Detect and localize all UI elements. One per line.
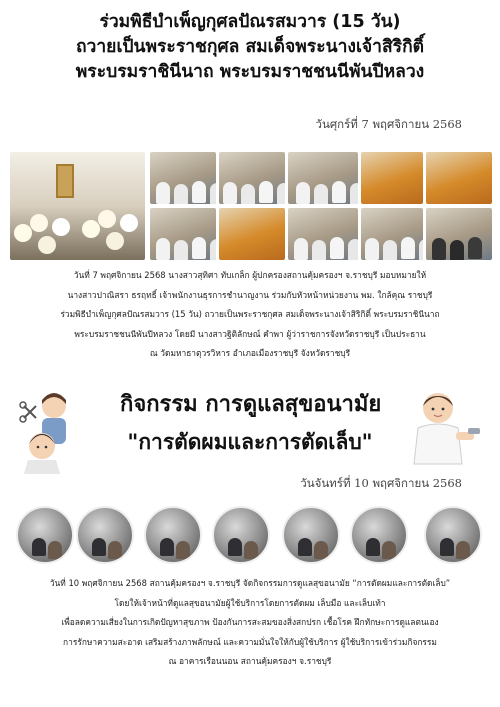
ceremony-photo xyxy=(288,152,358,204)
activity-photo xyxy=(144,506,202,564)
ceremony-photo xyxy=(150,208,216,260)
activity-photo xyxy=(350,506,408,564)
ceremony-photo xyxy=(361,208,423,260)
ceremony-photo xyxy=(150,152,216,204)
body-line: พระบรมราชชนนีพันปีหลวง โดยมี นางสาวฐิติลักษณ์ คำพา ผู้ว่าราชการจังหวัดราชบุรี เป็นประธาน xyxy=(74,328,426,339)
section1-body xyxy=(14,266,486,364)
activity-photo xyxy=(16,506,74,564)
ceremony-photo xyxy=(426,152,492,204)
body-line: ณ วัดมหาธาตุวรวิหาร อำเภอเมืองราชบุรี จังหวัดราชบุรี xyxy=(149,348,351,358)
ceremony-photo xyxy=(361,152,423,204)
event-date-1: วันศุกร์ที่ 7 พฤศจิกายน 2568 xyxy=(315,117,462,131)
ceremony-photo xyxy=(10,152,145,260)
activity-photo xyxy=(76,506,134,564)
activity-subtitle: "การตัดผมและการตัดเล็บ" xyxy=(127,430,373,454)
activity-photo-row xyxy=(16,506,486,568)
body-line: โดยให้เจ้าหน้าที่ดูแลสุขอนามัยผู้ใช้บริการโดยการตัดผม เล็บมือ และเล็บเท้า xyxy=(114,597,386,608)
body-line: วันที่ 7 พฤศจิกายน 2568 นางสาวสุทิศา ทับเกล็ก ผู้ปกครองสถานคุ้มครองฯ จ.ราชบุรี มอบหมายให้ xyxy=(73,270,427,280)
activity-photo xyxy=(212,506,270,564)
body-line: ร่วมพิธีบำเพ็ญกุศลปัณรสมวาร (15 วัน) ถวายเป็นพระราชกุศล สมเด็จพระนางเจ้าสิริกิติ์ พระบรมราชินีนาถ xyxy=(60,309,440,319)
ceremony-photo-collage xyxy=(10,152,492,260)
page-title-line-3: พระบรมราชินีนาถ พระบรมราชชนนีพันปีหลวง xyxy=(75,62,425,82)
ceremony-photo xyxy=(288,208,358,260)
body-line: นางสาวปาณิสรา ธรฤทธิ์ เจ้าพนักงานธุรการชำนาญงาน ร่วมกับหัวหน้าหน่วยงาน พม. ใกล้คุณ ราชบุรี xyxy=(67,289,433,300)
activity-photo xyxy=(282,506,340,564)
event-date-2: วันจันทร์ที่ 10 พฤศจิกายน 2568 xyxy=(300,476,462,490)
nurse-cutting-nails-icon xyxy=(398,384,488,472)
activity-photo xyxy=(424,506,482,564)
ceremony-photo xyxy=(426,208,492,260)
ceremony-photo xyxy=(219,208,285,260)
section2-body xyxy=(14,574,486,672)
body-line: ณ อาคารเรือนนอน สถานคุ้มครองฯ จ.ราชบุรี xyxy=(168,656,332,666)
page-title-line-1: ร่วมพิธีบำเพ็ญกุศลปัณรสมวาร (15 วัน) xyxy=(99,12,401,32)
page-title-line-2: ถวายเป็นพระราชกุศล สมเด็จพระนางเจ้าสิริกิติ์ xyxy=(75,37,425,57)
body-line: วันที่ 10 พฤศจิกายน 2568 สถานคุ้มครองฯ จ.ราชบุรี จัดกิจกรรมการดูแลสุขอนามัย “การตัดผมและการตัดเล็บ” xyxy=(49,578,451,588)
activity-title: กิจกรรม การดูแลสุขอนามัย xyxy=(120,392,382,417)
barber-cutting-hair-icon xyxy=(12,386,102,474)
ceremony-photo xyxy=(219,152,285,204)
body-line: การรักษาความสะอาด เสริมสร้างภาพลักษณ์ และความมั่นใจให้กับผู้ใช้บริการ ผู้ใช้บริการเข้าร่วมกิจกรรม xyxy=(63,636,437,647)
page-header xyxy=(0,0,500,85)
body-line: เพื่อลดความเสี่ยงในการเกิดปัญหาสุขภาพ ป้องกันการสะสมของสิ่งสกปรก เชื้อโรค ฝึกทักษะการดูแลตนเอง xyxy=(61,617,439,627)
